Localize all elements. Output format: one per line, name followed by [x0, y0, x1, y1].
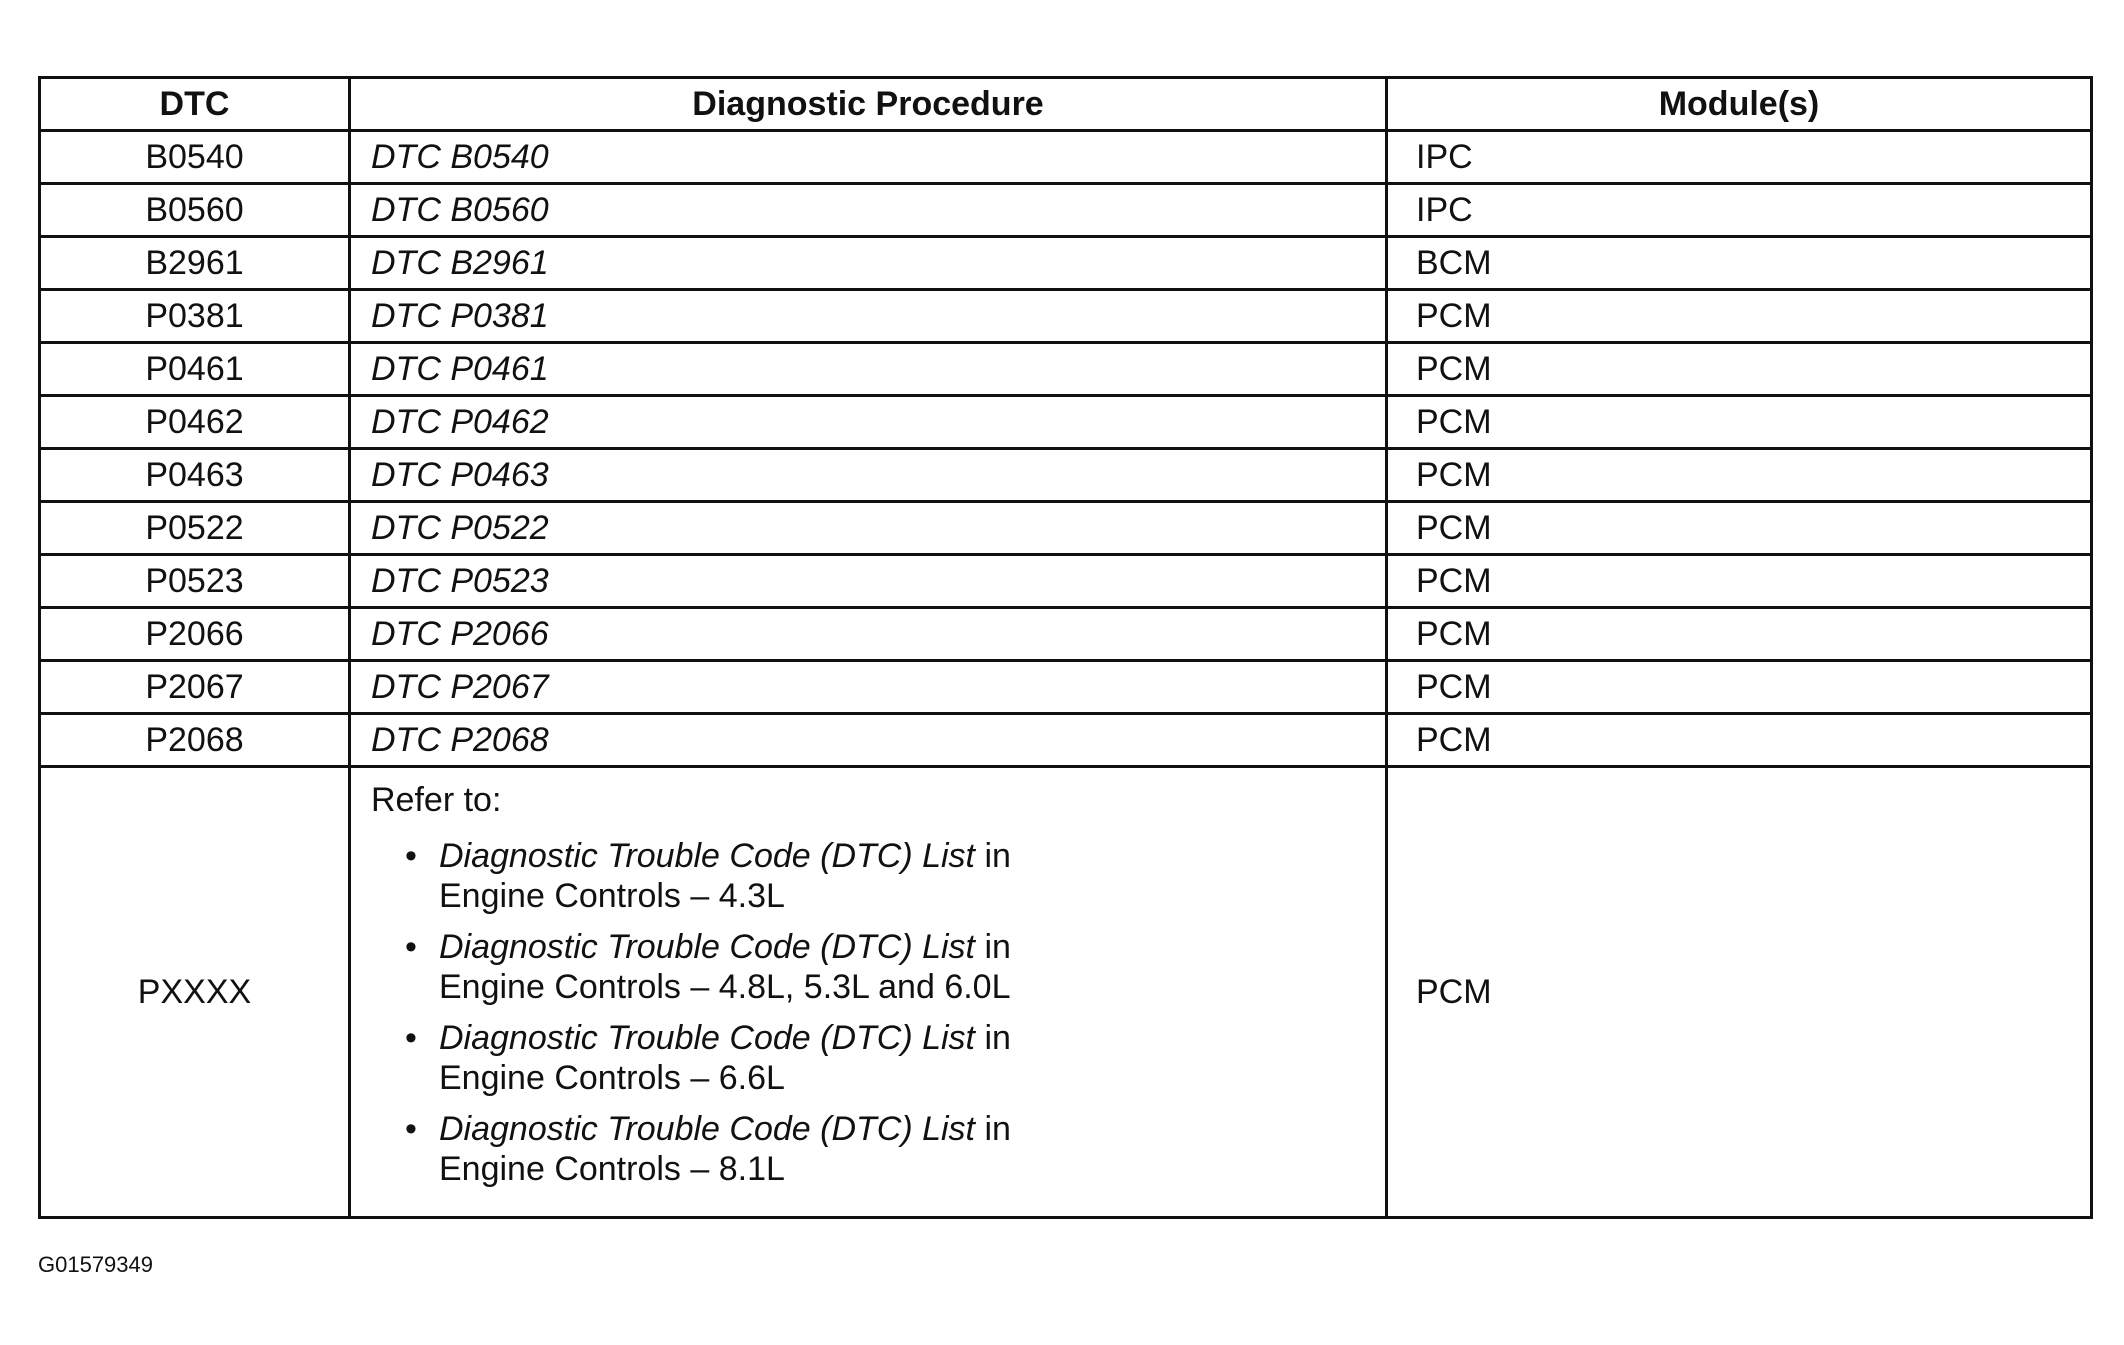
dtc-table	[38, 76, 2093, 1219]
module-name: PCM	[1387, 661, 2092, 714]
module-name: PCM	[1387, 714, 2092, 767]
table-row	[40, 661, 2092, 714]
diagnostic-procedure-link[interactable]: DTC P0522	[350, 502, 1387, 555]
diagnostic-procedure-link[interactable]: DTC P0462	[350, 396, 1387, 449]
dtc-code: P0523	[40, 555, 350, 608]
table-row	[40, 131, 2092, 184]
module-name: PCM	[1387, 555, 2092, 608]
refer-row	[40, 767, 2092, 1218]
bullet-icon: •	[405, 928, 417, 966]
refer-list-item	[371, 1018, 1385, 1098]
dtc-code: P2067	[40, 661, 350, 714]
module-name: IPC	[1387, 131, 2092, 184]
table-row	[40, 502, 2092, 555]
table-row	[40, 184, 2092, 237]
table-row	[40, 237, 2092, 290]
refer-item-suffix: in	[975, 928, 1011, 966]
dtc-code: P2066	[40, 608, 350, 661]
diagnostic-procedure-link[interactable]: DTC P0523	[350, 555, 1387, 608]
module-name: IPC	[1387, 184, 2092, 237]
refer-dtc-code: PXXXX	[40, 767, 350, 1218]
bullet-icon: •	[405, 1110, 417, 1148]
refer-list	[371, 836, 1385, 1189]
refer-item-suffix: in	[975, 1110, 1011, 1148]
module-name: BCM	[1387, 237, 2092, 290]
diagnostic-procedure-link[interactable]: DTC P0461	[350, 343, 1387, 396]
table-row	[40, 343, 2092, 396]
header-dtc: DTC	[40, 78, 350, 131]
diagnostic-procedure-link[interactable]: DTC B0560	[350, 184, 1387, 237]
module-name: PCM	[1387, 343, 2092, 396]
bullet-icon: •	[405, 1019, 417, 1057]
table-row	[40, 290, 2092, 343]
diagnostic-procedure-link[interactable]: DTC P2068	[350, 714, 1387, 767]
dtc-code: B0540	[40, 131, 350, 184]
dtc-list-link[interactable]: Diagnostic Trouble Code (DTC) List	[439, 928, 975, 966]
table-row	[40, 555, 2092, 608]
table-body	[40, 131, 2092, 1218]
diagnostic-procedure-link[interactable]: DTC P2067	[350, 661, 1387, 714]
table-row	[40, 449, 2092, 502]
dtc-code: P0461	[40, 343, 350, 396]
refer-item-suffix: in	[975, 1019, 1011, 1057]
diagnostic-procedure-link[interactable]: DTC P0463	[350, 449, 1387, 502]
table-header-row	[40, 78, 2092, 131]
refer-module: PCM	[1387, 767, 2092, 1218]
module-name: PCM	[1387, 502, 2092, 555]
header-modules: Module(s)	[1387, 78, 2092, 131]
figure-id: G01579349	[38, 1252, 153, 1277]
dtc-list-link[interactable]: Diagnostic Trouble Code (DTC) List	[439, 837, 975, 875]
dtc-code: B0560	[40, 184, 350, 237]
diagnostic-procedure-link[interactable]: DTC P0381	[350, 290, 1387, 343]
engine-controls-label: Engine Controls – 8.1L	[439, 1150, 785, 1188]
dtc-code: P0463	[40, 449, 350, 502]
table-row	[40, 608, 2092, 661]
module-name: PCM	[1387, 396, 2092, 449]
dtc-code: B2961	[40, 237, 350, 290]
diagnostic-procedure-link[interactable]: DTC B2961	[350, 237, 1387, 290]
module-name: PCM	[1387, 449, 2092, 502]
dtc-code: P0462	[40, 396, 350, 449]
refer-item-suffix: in	[975, 837, 1011, 875]
dtc-list-link[interactable]: Diagnostic Trouble Code (DTC) List	[439, 1110, 975, 1148]
refer-list-item	[371, 1109, 1385, 1189]
refer-intro: Refer to:	[371, 781, 502, 819]
table-row	[40, 396, 2092, 449]
bullet-icon: •	[405, 837, 417, 875]
dtc-code: P0522	[40, 502, 350, 555]
dtc-list-link[interactable]: Diagnostic Trouble Code (DTC) List	[439, 1019, 975, 1057]
dtc-code: P0381	[40, 290, 350, 343]
table-row	[40, 714, 2092, 767]
dtc-code: P2068	[40, 714, 350, 767]
engine-controls-label: Engine Controls – 6.6L	[439, 1059, 785, 1097]
refer-list-item	[371, 927, 1385, 1007]
refer-procedure-cell	[350, 767, 1387, 1218]
module-name: PCM	[1387, 608, 2092, 661]
refer-list-item	[371, 836, 1385, 916]
diagnostic-procedure-link[interactable]: DTC P2066	[350, 608, 1387, 661]
module-name: PCM	[1387, 290, 2092, 343]
engine-controls-label: Engine Controls – 4.8L, 5.3L and 6.0L	[439, 968, 1011, 1006]
header-diagnostic-procedure: Diagnostic Procedure	[350, 78, 1387, 131]
diagnostic-procedure-link[interactable]: DTC B0540	[350, 131, 1387, 184]
engine-controls-label: Engine Controls – 4.3L	[439, 877, 785, 915]
